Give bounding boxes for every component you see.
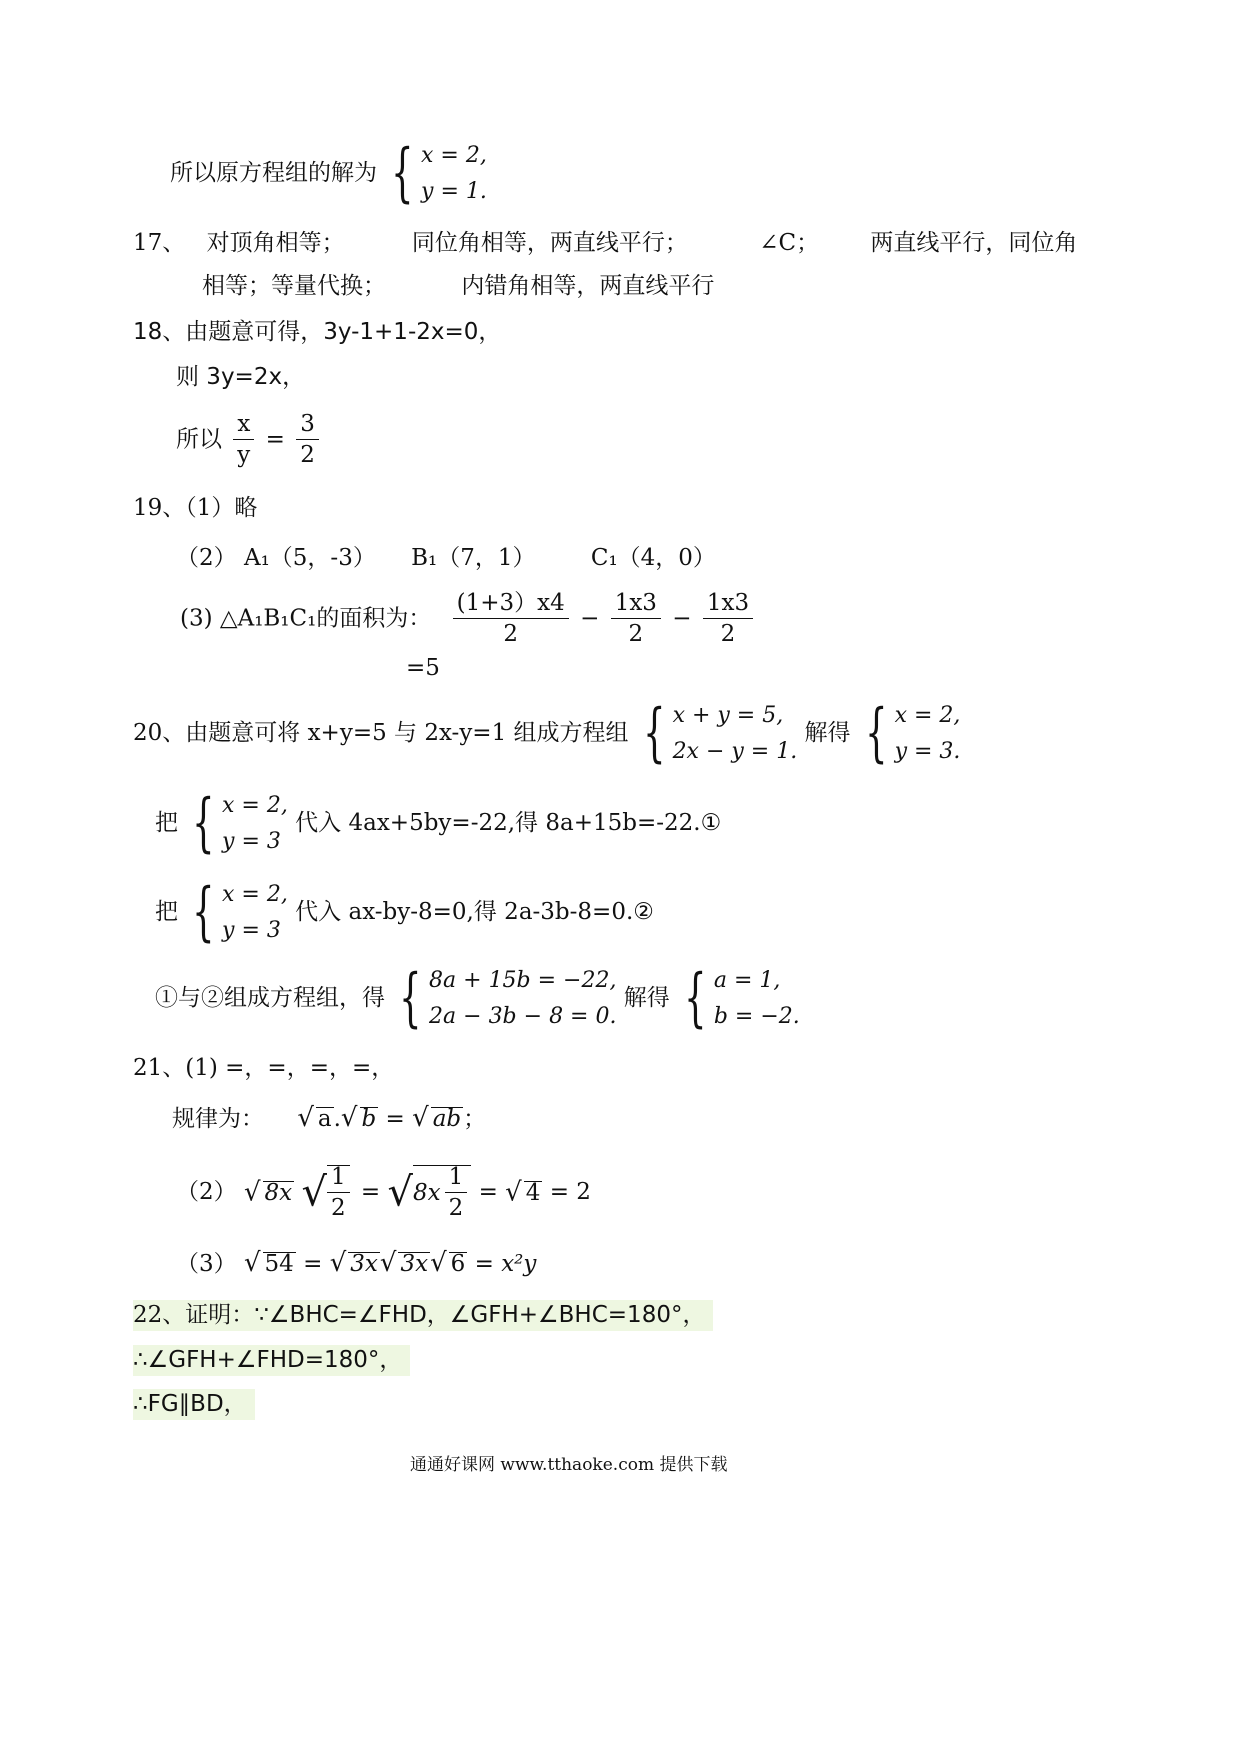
page-footer: 通通好课网 www.tthaoke.com 提供下载	[410, 1455, 728, 1475]
question-18-line3: 所以 $\frac{x}{y}$ = $\frac{3}{2}$	[176, 413, 323, 467]
question-17-cont: 相等；等量代换； 内错角相等，两直线平行	[202, 273, 715, 299]
question-20-line1: 20、由题意可将 x+y=5 与 2x-y=1 组成方程组 { x + y = 5, 2x − y = 1. 解得 { x = 2, y = 3.	[133, 696, 961, 771]
fraction: $\frac{1x3}{2}$	[703, 592, 753, 646]
equation-system: { a = 1, b = −2.	[684, 961, 800, 1036]
question-20-sub2: 把 { x = 2, y = 3 代入 ax-by-8=0,得 2a-3b-8=0.②	[155, 875, 654, 950]
question-18-line2: 则 3y=2x，	[176, 364, 306, 390]
question-22-line2: ∴∠GFH+∠FHD=180°，	[133, 1345, 410, 1376]
question-22-line1: 22、证明：∵∠BHC=∠FHD，∠GFH+∠BHC=180°，	[133, 1300, 713, 1331]
equation-system: { x = 2, y = 3	[192, 875, 288, 950]
equation-system: { x + y = 5, 2x − y = 1.	[643, 696, 798, 771]
fraction: $\frac{1}{2}$	[327, 1165, 350, 1220]
question-20-sub1: 把 { x = 2, y = 3 代入 4ax+5by=-22,得 8a+15b=-22.①	[155, 786, 722, 861]
question-21-part3: （3） √ 54 = √ 3x√ 3x√ 6 = x²y	[176, 1248, 537, 1278]
question-22-line3: ∴FG∥BD，	[133, 1389, 255, 1420]
question-21-part2: （2） √ 8x √ $\frac{1}{2}$ = √ 8x $\frac{1}{2}$ = √ 4 = 2	[176, 1164, 591, 1221]
question-20-combo: ①与②组成方程组，得 { 8a + 15b = −22, 2a − 3b − 8 = 0. 解得 { a = 1, b = −2.	[155, 961, 800, 1036]
fraction: $\frac{x}{y}$	[233, 413, 254, 467]
solution-16	[170, 136, 487, 211]
fraction: $\frac{3}{2}$	[296, 413, 319, 467]
question-19-line1: 19、（1）略	[133, 495, 258, 521]
question-19-part2: （2） A₁（5，-3） B₁（7，1） C₁（4，0）	[176, 545, 716, 571]
question-19-part3: (3) △A₁B₁C₁的面积为： $\frac{(1+3)x4}{2}$ − $\frac{1x3}{2}$ − $\frac{1x3}{2}$	[180, 592, 757, 646]
equation-system: { x = 2, y = 3	[192, 786, 288, 861]
question-21-line1: 21、(1) =，=，=，=，	[133, 1055, 395, 1081]
question-21-rule: 规律为： √ a.√ b = √ ab；	[172, 1103, 487, 1133]
fraction: $\frac{1x3}{2}$	[611, 592, 661, 646]
fraction: $\frac{1}{2}$	[445, 1166, 468, 1220]
question-18-line1: 18、由题意可得，3y-1+1-2x=0，	[133, 319, 502, 345]
equation-system: { 8a + 15b = −22, 2a − 3b − 8 = 0.	[399, 961, 617, 1036]
question-17: 17、 对顶角相等； 同位角相等，两直线平行； ∠C； 两直线平行，同位角	[133, 230, 1078, 256]
fraction: $\frac{(1+3)x4}{2}$	[453, 592, 569, 646]
solution-prefix: 所以原方程组的解为	[170, 160, 377, 186]
equation-system: { x = 2, y = 3.	[865, 696, 961, 771]
question-19-result: =5	[406, 655, 440, 681]
equation-system: { x = 2, y = 1.	[391, 136, 487, 211]
